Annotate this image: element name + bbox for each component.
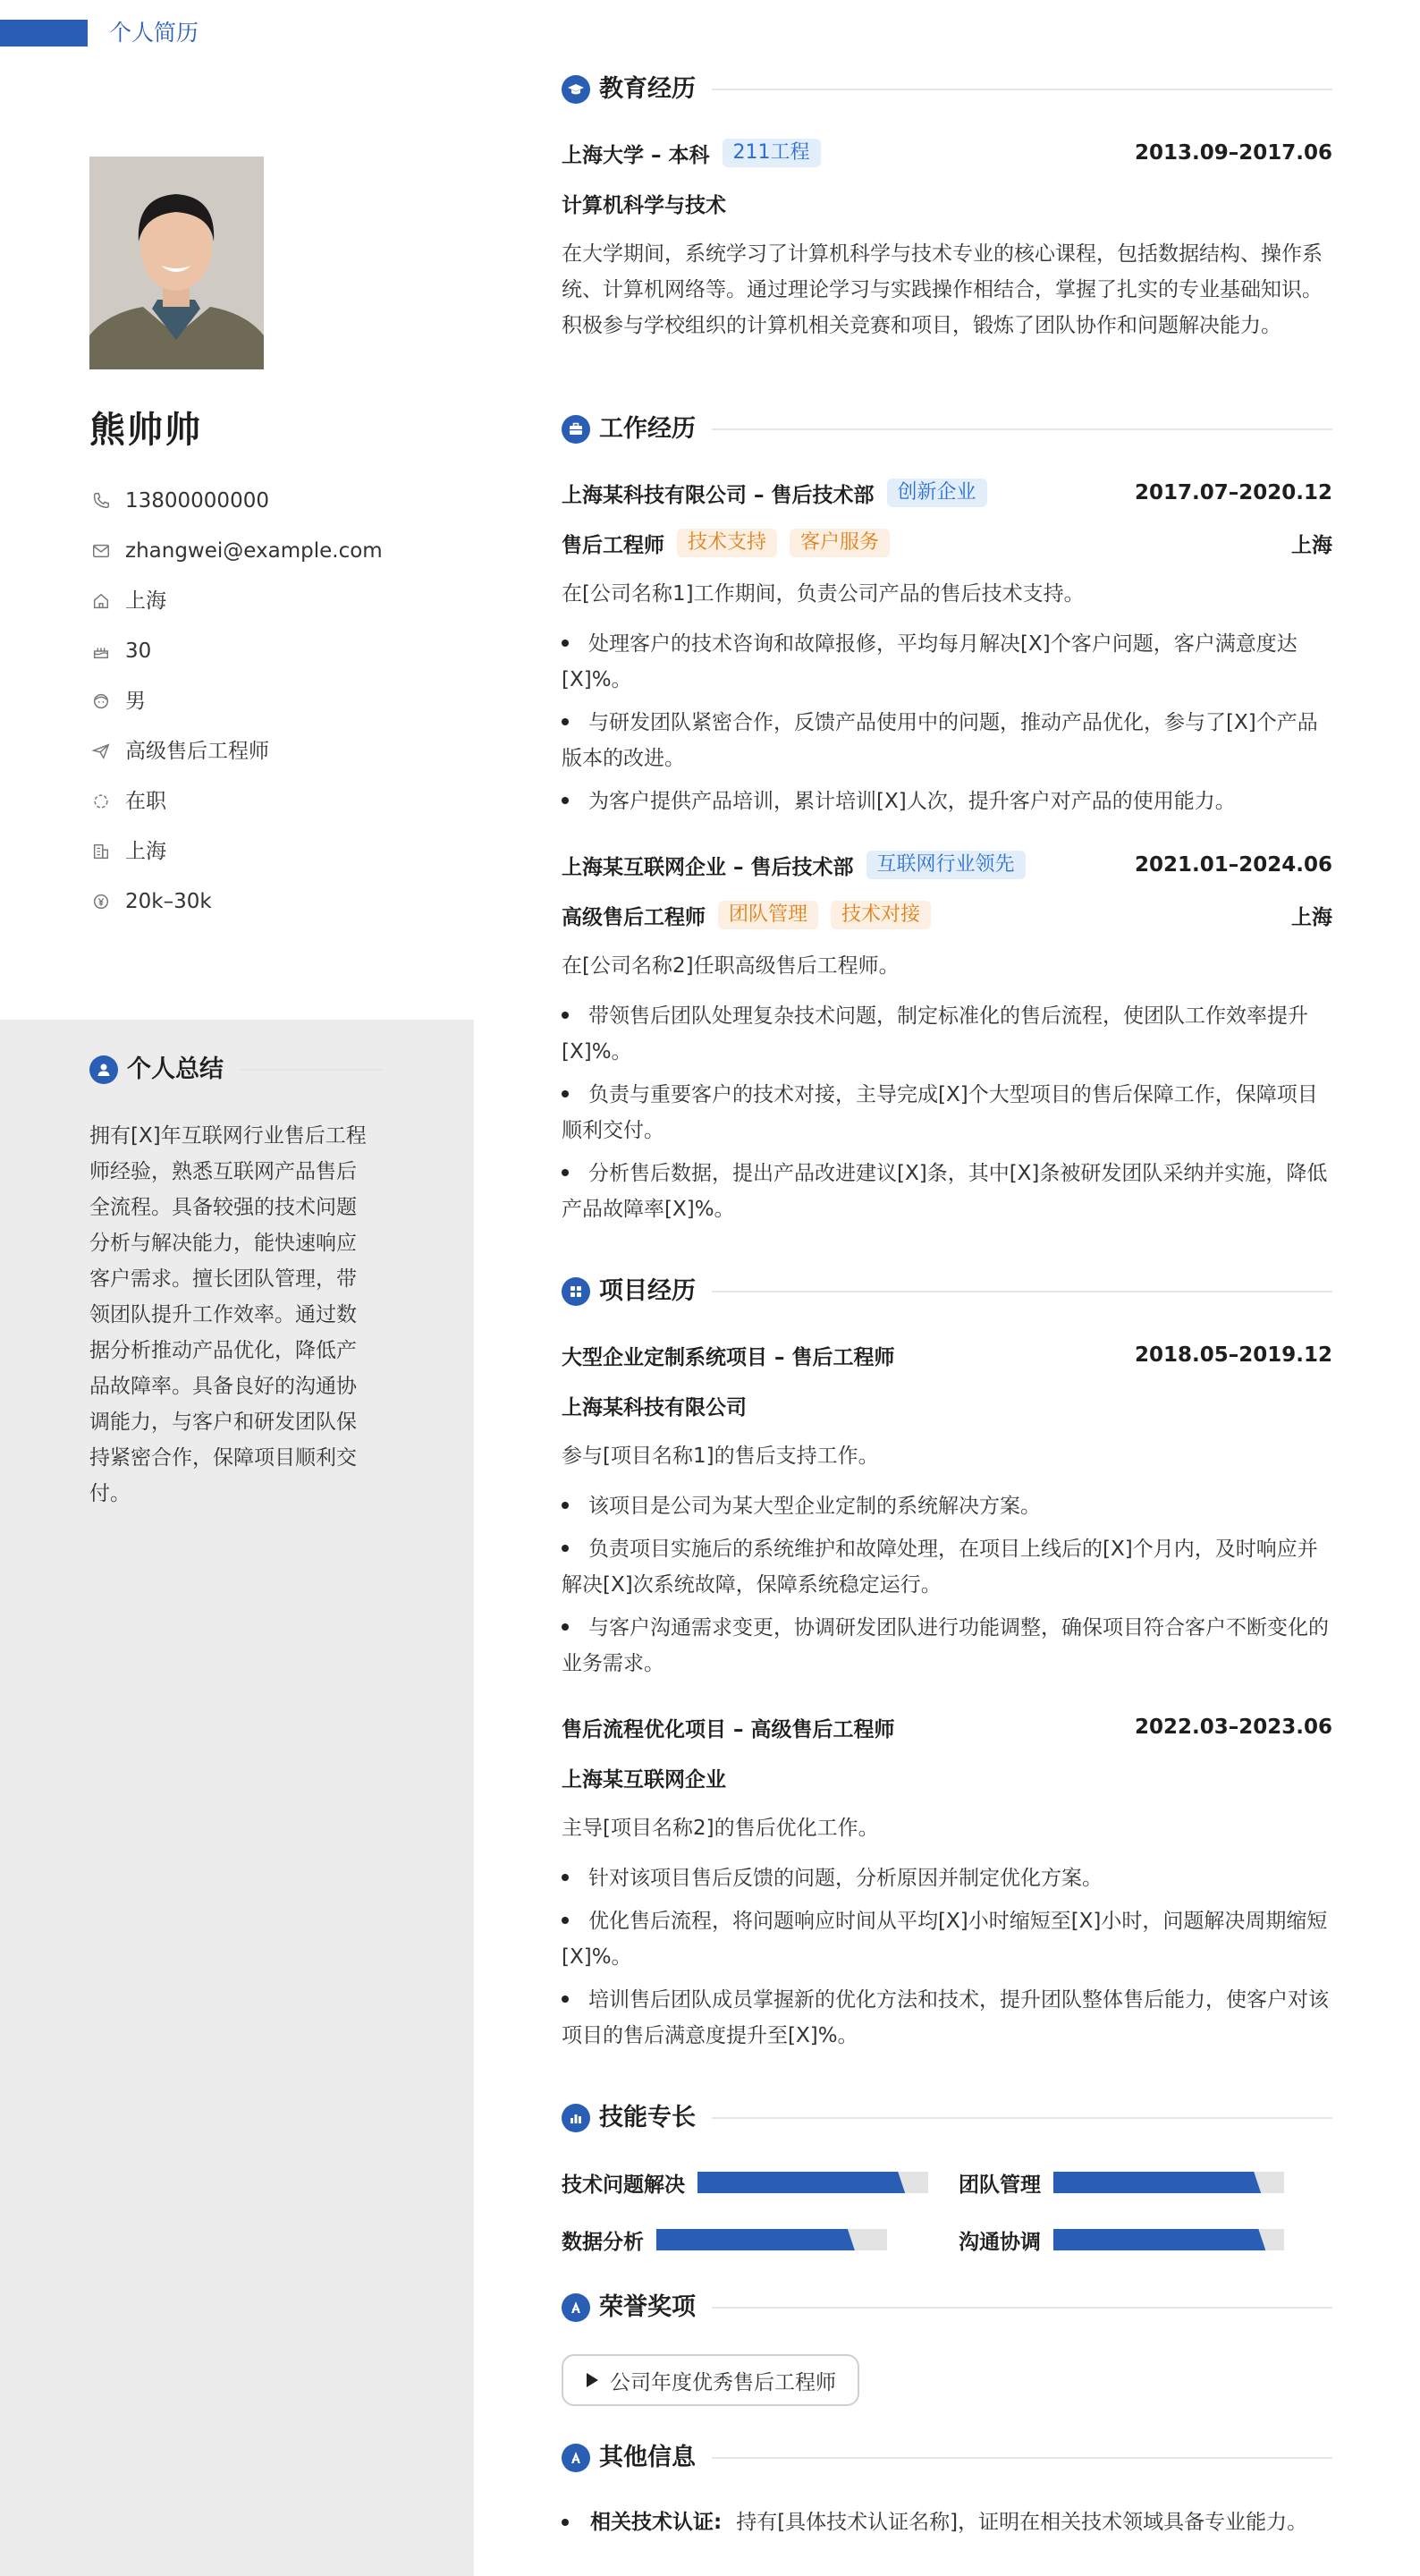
skill-item <box>959 2166 1284 2199</box>
education-period: 2013.09–2017.06 <box>1134 141 1332 165</box>
project-1-bullets <box>562 1488 1332 1689</box>
skill-bar <box>1053 2172 1284 2193</box>
building-icon <box>89 840 113 863</box>
education-description: 在大学期间，系统学习了计算机科学与技术专业的核心课程，包括数据结构、操作系统、计算机网络等。通过理论学习与实践操作相结合，掌握了扎实的专业基础知识。积极参与学校组织的计算机相关竞赛和项目，锻炼了团队协作和问题解决能力。 <box>562 242 1323 337</box>
summary-heading <box>89 1053 385 1087</box>
job-2-role-row <box>562 898 1332 932</box>
award-text: 公司年度优秀售后工程师 <box>610 2370 836 2394</box>
candidate-name: 熊帅帅 <box>89 410 202 451</box>
skill-bar <box>697 2172 928 2193</box>
job-1-company-tag: 创新企业 <box>887 479 987 507</box>
avatar <box>89 157 264 369</box>
user-icon <box>89 1055 118 1084</box>
project-2-title-row <box>562 1710 1332 1744</box>
job-1-role: 售后工程师 <box>562 533 664 557</box>
briefcase-icon <box>562 415 590 444</box>
summary-divider <box>240 1069 385 1071</box>
send-icon <box>89 740 113 763</box>
resume-header-title: 个人简历 <box>109 20 199 46</box>
job-2-tag-1: 团队管理 <box>718 901 818 929</box>
list-item: 处理客户的技术咨询和故障报修，平均每月解决[X]个客户问题，客户满意度达[X]%。 <box>562 632 1297 691</box>
award-item <box>562 2354 859 2406</box>
project-1-name: 大型企业定制系统项目 – 售后工程师 <box>562 1345 895 1369</box>
project-1-intro: 参与[项目名称1]的售后支持工作。 <box>562 1445 879 1468</box>
education-major-row <box>562 186 1332 220</box>
list-item: 与客户沟通需求变更，协调研发团队进行功能调整，确保项目符合客户不断变化的业务需求。 <box>562 1616 1329 1675</box>
job-2-period: 2021.01–2024.06 <box>1134 853 1332 877</box>
play-icon <box>585 2372 599 2388</box>
job-2-tag-2: 技术对接 <box>831 901 931 929</box>
skills-divider <box>712 2117 1332 2119</box>
other-key: 相关技术认证: <box>590 2511 723 2534</box>
info-gender <box>89 676 465 726</box>
list-item: 培训售后团队成员掌握新的优化方法和技术，提升团队整体售后能力，使客户对该项目的售后满意度提升至[X]%。 <box>562 1988 1329 2047</box>
project-1-title-row <box>562 1338 1332 1372</box>
work-title: 工作经历 <box>599 415 696 443</box>
job-1-bullets <box>562 626 1332 826</box>
bar-chart-icon <box>562 2104 590 2132</box>
other-heading <box>562 2440 1332 2476</box>
job-2-company-tag: 互联网行业领先 <box>866 851 1026 879</box>
job-1-company-row <box>562 476 1332 510</box>
project-2-period: 2022.03–2023.06 <box>1134 1716 1332 1739</box>
info-position <box>89 726 465 776</box>
gender-icon <box>89 690 113 713</box>
position-text: 高级售后工程师 <box>125 740 269 763</box>
school-tag: 211工程 <box>723 139 821 167</box>
job-1-intro: 在[公司名称1]工作期间，负责公司产品的售后技术支持。 <box>562 582 1085 606</box>
education-school-row <box>562 136 1332 170</box>
job-1-location: 上海 <box>1291 533 1332 557</box>
job-2-role: 高级售后工程师 <box>562 905 706 929</box>
info-email <box>89 526 465 576</box>
education-title: 教育经历 <box>599 75 696 103</box>
job-1-tag-2: 客户服务 <box>790 529 890 557</box>
skills-heading <box>562 2100 1332 2136</box>
city-text: 上海 <box>125 589 166 613</box>
info-city <box>89 576 465 626</box>
job-1-tag-1: 技术支持 <box>677 529 777 557</box>
work-city-text: 上海 <box>125 840 166 863</box>
skill-label: 团队管理 <box>959 2173 1041 2197</box>
list-item: 负责项目实施后的系统维护和故障处理，在项目上线后的[X]个月内，及时响应并解决[X]次系统故障，保障系统稳定运行。 <box>562 1538 1318 1597</box>
email-icon <box>89 539 113 563</box>
status-text: 在职 <box>125 790 166 813</box>
awards-divider <box>712 2307 1332 2309</box>
other-divider <box>712 2457 1332 2459</box>
status-icon <box>89 790 113 813</box>
education-heading <box>562 72 1332 107</box>
project-2-company-row <box>562 1760 1332 1794</box>
list-item: 分析售后数据，提出产品改进建议[X]条，其中[X]条被研发团队采纳并实施，降低产品故障率[X]%。 <box>562 1162 1328 1221</box>
skill-bar <box>656 2229 887 2250</box>
skills-title: 技能专长 <box>599 2104 696 2131</box>
skill-bar <box>1053 2229 1284 2250</box>
skill-label: 沟通协调 <box>959 2230 1041 2254</box>
other-value: 持有[具体技术认证名称]，证明在相关技术领域具备专业能力。 <box>736 2511 1308 2534</box>
skill-label: 数据分析 <box>562 2230 644 2254</box>
info-status <box>89 776 465 826</box>
list-item: 该项目是公司为某大型企业定制的系统解决方案。 <box>562 1488 1332 1524</box>
job-1-company: 上海某科技有限公司 – 售后技术部 <box>562 483 875 507</box>
skill-label: 技术问题解决 <box>562 2173 685 2197</box>
other-item <box>562 2504 1332 2540</box>
list-item: 与研发团队紧密合作，反馈产品使用中的问题，推动产品优化，参与了[X]个产品版本的改进。 <box>562 711 1318 770</box>
salary-text: 20k–30k <box>125 890 212 913</box>
info-salary <box>89 877 465 927</box>
skill-item <box>562 2224 887 2256</box>
gender-text: 男 <box>125 690 146 713</box>
avatar-portrait <box>89 157 264 369</box>
project-1-company-row <box>562 1388 1332 1422</box>
award-icon <box>562 2293 590 2322</box>
list-item: 优化售后流程，将问题响应时间从平均[X]小时缩短至[X]小时，问题解决周期缩短[X]%。 <box>562 1910 1328 1969</box>
list-item: 为客户提供产品培训，累计培训[X]人次，提升客户对产品的使用能力。 <box>562 784 1332 819</box>
summary-text: 拥有[X]年互联网行业售后工程师经验，熟悉互联网产品售后全流程。具备较强的技术问题分析与解决能力，能快速响应客户需求。擅长团队管理，带领团队提升工作效率。通过数据分析推动产品优化，降低产品故障率。具备良好的沟通协调能力，与客户和研发团队保持紧密合作，保障项目顺利交付。 <box>89 1124 367 1505</box>
info-work-city <box>89 826 465 877</box>
grid-icon <box>562 1277 590 1306</box>
projects-divider <box>712 1291 1332 1292</box>
list-item: 负责与重要客户的技术对接，主导完成[X]个大型项目的售后保障工作，保障项目顺利交付。 <box>562 1083 1318 1142</box>
project-1-period: 2018.05–2019.12 <box>1134 1343 1332 1367</box>
project-2-intro: 主导[项目名称2]的售后优化工作。 <box>562 1817 879 1840</box>
graduation-cap-icon <box>562 75 590 104</box>
other-title: 其他信息 <box>599 2444 696 2471</box>
list-item: 针对该项目售后反馈的问题，分析原因并制定优化方案。 <box>562 1860 1332 1896</box>
job-2-intro: 在[公司名称2]任职高级售后工程师。 <box>562 954 900 978</box>
project-2-name: 售后流程优化项目 – 高级售后工程师 <box>562 1717 895 1741</box>
skill-item <box>959 2224 1284 2256</box>
header-accent-bar <box>0 20 88 47</box>
job-1-period: 2017.07–2020.12 <box>1134 481 1332 504</box>
summary-title: 个人总结 <box>127 1055 224 1083</box>
job-1-role-row <box>562 526 1332 560</box>
home-icon <box>89 589 113 613</box>
bullet-dot <box>562 2519 569 2526</box>
info-phone <box>89 476 465 526</box>
list-item: 带领售后团队处理复杂技术问题，制定标准化的售后流程，使团队工作效率提升[X]%。 <box>562 1004 1308 1063</box>
phone-icon <box>89 489 113 513</box>
job-2-bullets <box>562 998 1332 1234</box>
skill-fill <box>1053 2172 1261 2193</box>
school-name: 上海大学 – 本科 <box>562 143 710 167</box>
email-text: zhangwei@example.com <box>125 539 383 563</box>
info-age <box>89 626 465 676</box>
skill-fill <box>1053 2229 1265 2250</box>
projects-heading <box>562 1274 1332 1309</box>
project-2-bullets <box>562 1860 1332 2061</box>
project-1-company: 上海某科技有限公司 <box>562 1395 747 1419</box>
job-2-company-row <box>562 848 1332 882</box>
skill-fill <box>697 2172 905 2193</box>
contact-info-list <box>89 476 465 927</box>
work-heading <box>562 411 1332 447</box>
info-icon <box>562 2444 590 2472</box>
skill-item <box>562 2166 928 2199</box>
skill-fill <box>656 2229 855 2250</box>
projects-title: 项目经历 <box>599 1277 696 1305</box>
major-name: 计算机科学与技术 <box>562 193 726 217</box>
job-2-company: 上海某互联网企业 – 售后技术部 <box>562 855 854 879</box>
awards-title: 荣誉奖项 <box>599 2293 696 2321</box>
salary-icon <box>89 890 113 913</box>
cake-icon <box>89 640 113 663</box>
age-text: 30 <box>125 640 152 663</box>
work-divider <box>712 428 1332 430</box>
job-2-location: 上海 <box>1291 905 1332 929</box>
phone-text: 13800000000 <box>125 489 269 513</box>
education-divider <box>712 89 1332 90</box>
awards-heading <box>562 2290 1332 2326</box>
project-2-company: 上海某互联网企业 <box>562 1767 726 1792</box>
